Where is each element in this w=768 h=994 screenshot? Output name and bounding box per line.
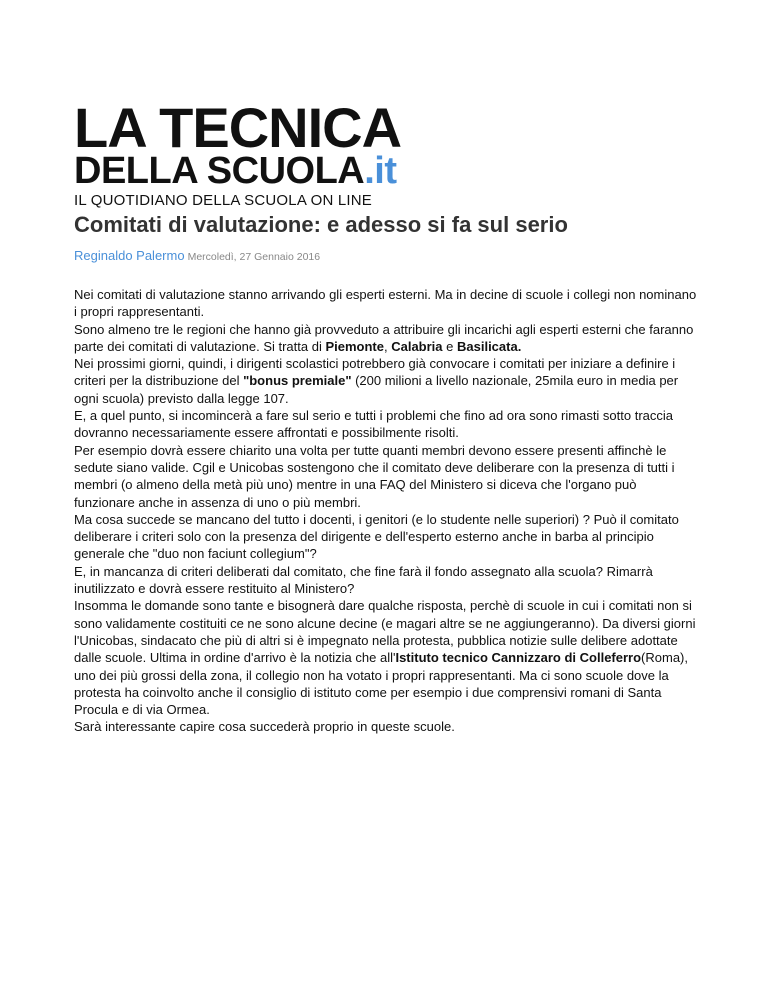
region-basilicata: Basilicata. <box>457 338 522 354</box>
paragraph-2 <box>74 321 700 356</box>
byline <box>74 247 320 266</box>
article-body <box>74 286 700 736</box>
separator: e <box>442 338 457 354</box>
author-link[interactable]: Reginaldo Palermo <box>74 248 185 263</box>
paragraph-3-text-end: (200 milioni a livello nazionale, 25mila euro in media per ogni scuola) previsto dalla legge 107. <box>74 373 679 406</box>
paragraph-8-text-end: (Roma), uno dei più grossi della zona, il collegio non ha votato i propri rappresentanti. Ma ci sono scuole dove la protesta ha coinvolto anche il consiglio di istituto come per esempio i due comprensivi romani di Santa Procula e di via Ormea. <box>74 650 688 718</box>
paragraph-5: Per esempio dovrà essere chiarito una volta per tutte quanti membri devono essere presenti affinchè le sedute siano valide. Cgil e Unicobas sostengono che il comitato deve deliberare con la presenza di tutti i membri (o almeno della metà più uno) mentre in una FAQ del Ministero si diceva che l'organo può funzionare anche in assenza di uno o più membri. <box>74 442 675 510</box>
logo-line-2 <box>74 150 454 192</box>
logo-domain-suffix: .it <box>364 150 397 192</box>
logo-tagline: IL QUOTIDIANO DELLA SCUOLA ON LINE <box>74 192 372 209</box>
region-piemonte: Piemonte <box>325 338 384 354</box>
logo-line-1: LA TECNICA <box>74 96 402 159</box>
paragraph-4: E, a quel punto, si incomincerà a fare sul serio e tutti i problemi che fino ad ora sono rimasti sotto traccia dovranno necessariamente essere affrontati e possibilmente risolti. <box>74 408 674 441</box>
logo-name: DELLA SCUOLA <box>74 150 365 192</box>
paragraph-1: Nei comitati di valutazione stanno arrivando gli esperti esterni. Ma in decine di scuole i collegi non nominano i propri rappresentanti. <box>74 287 697 320</box>
paragraph-6: Ma cosa succede se mancano del tutto i docenti, i genitori (e lo studente nelle superiori) ? Può il comitato deliberare i criteri solo con la presenza del dirigente e dell'esperto esterno anche in barba al principio generale che "duo non faciunt collegium"? <box>74 511 679 562</box>
paragraph-2-text: Sono almeno tre le regioni che hanno già provveduto a attribuire gli incarichi agli esperti esterni che faranno parte dei comitati di valutazione. Si tratta di <box>74 321 694 354</box>
paragraph-8-text: Insomma le domande sono tante e bisognerà dare qualche risposta, perchè di scuole in cui i comitati non si sono validamente costituiti ce ne sono alcune decine (e magari altre se ne aggiungeranno). Da diversi giorni l'Unicobas, sindacato che più di altri si è impegnato nella protesta, pubblica notizie sulle delibere adottate dalle scuole. Ultima in ordine d'arrivo è la notizia che all' <box>74 598 696 666</box>
article-title: Comitati di valutazione: e adesso si fa sul serio <box>74 212 568 237</box>
paragraph-9: Sarà interessante capire cosa succederà proprio in queste scuole. <box>74 719 455 735</box>
paragraph-3 <box>74 355 700 407</box>
paragraph-8 <box>74 597 700 718</box>
region-calabria: Calabria <box>391 338 443 354</box>
paragraph-7: E, in mancanza di criteri deliberati dal comitato, che fine farà il fondo assegnato alla scuola? Rimarrà inutilizzato e dovrà essere restituito al Ministero? <box>74 563 653 597</box>
bonus-premiale-highlight: "bonus premiale" <box>243 373 352 389</box>
paragraph-3-text: Nei prossimi giorni, quindi, i dirigenti scolastici potrebbero già convocare i comitati per iniziare a definire i criteri per la distribuzione del <box>74 356 676 389</box>
school-name-highlight: Istituto tecnico Cannizzaro di Colleferro <box>395 650 642 666</box>
separator: , <box>383 338 392 354</box>
site-logo[interactable] <box>74 96 454 210</box>
publish-date: Mercoledì, 27 Gennaio 2016 <box>187 251 321 263</box>
